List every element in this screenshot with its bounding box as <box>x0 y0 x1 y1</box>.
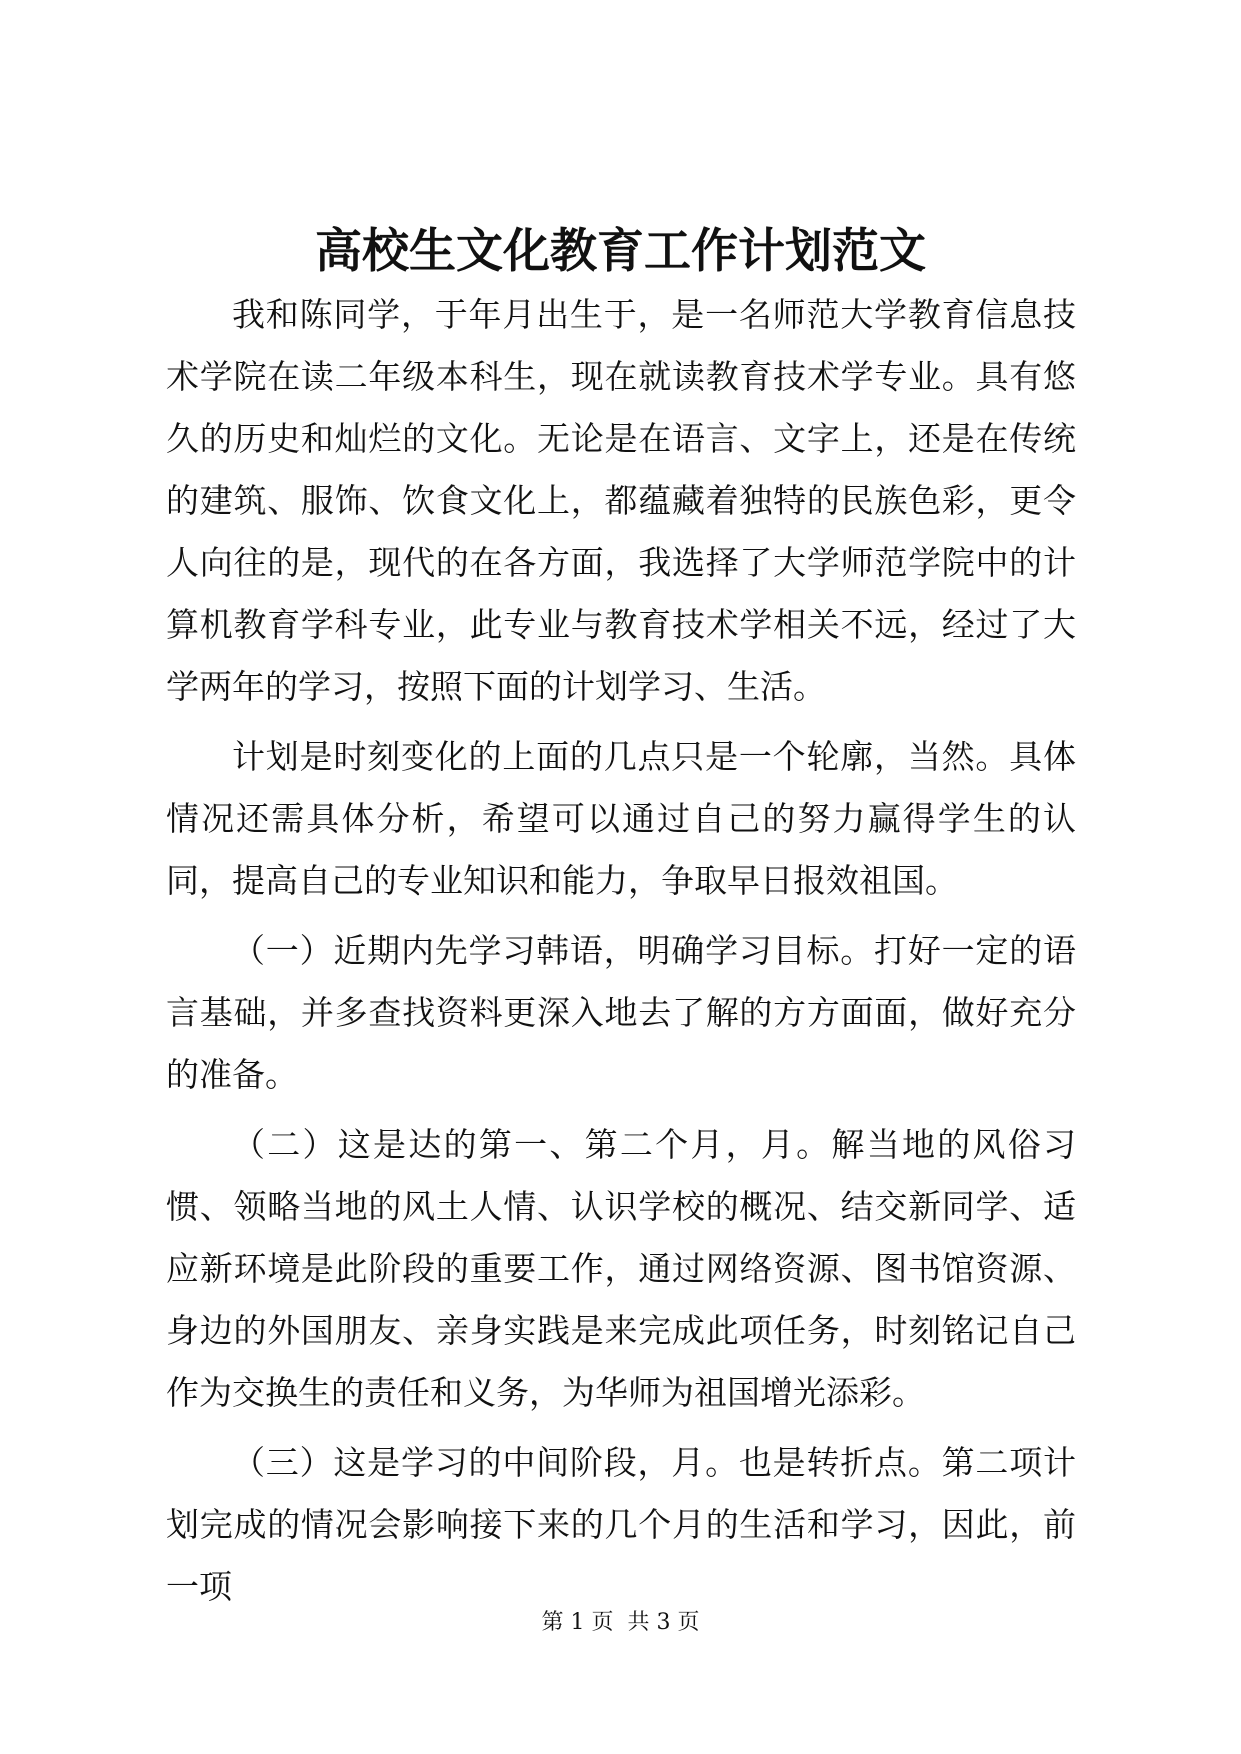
document-title: 高校生文化教育工作计划范文 <box>315 224 926 279</box>
paragraph-intro: 我和陈同学，于年月出生于，是一名师范大学教育信息技术学院在读二年级本科生，现在就读教育技术学专业。具有悠久的历史和灿烂的文化。无论是在语言、文字上，还是在传统的建筑、服饰、饮食文化上，都蕴藏着独特的民族色彩，更令人向往的是，现代的在各方面，我选择了大学师范学院中的计算机教育学科专业，此专业与教育技术学相关不远，经过了大学两年的学习，按照下面的计划学习、生活。 <box>166 295 1076 706</box>
paragraph-plan-overview: 计划是时刻变化的上面的几点只是一个轮廓，当然。具体情况还需具体分析，希望可以通过自己的努力赢得学生的认同，提高自己的专业知识和能力，争取早日报效祖国。 <box>166 737 1076 900</box>
page-total: 共 3 页 <box>627 1610 700 1635</box>
paragraph-item-1: （一）近期内先学习韩语，明确学习目标。打好一定的语言基础，并多查找资料更深入地去了解的方方面面，做好充分的准备。 <box>166 931 1076 1094</box>
page-number: 第 1 页 <box>541 1610 614 1635</box>
paragraph-item-3: （三）这是学习的中间阶段，月。也是转折点。第二项计划完成的情况会影响接下来的几个月的生活和学习，因此，前一项 <box>166 1443 1076 1606</box>
page-footer <box>0 1608 1241 1638</box>
document-body <box>166 284 1076 1626</box>
paragraph-item-2: （二）这是达的第一、第二个月，月。解当地的风俗习惯、领略当地的风土人情、认识学校的概况、结交新同学、适应新环境是此阶段的重要工作，通过网络资源、图书馆资源、身边的外国朋友、亲身实践是来完成此项任务，时刻铭记自己作为交换生的责任和义务，为华师为祖国增光添彩。 <box>166 1125 1076 1412</box>
